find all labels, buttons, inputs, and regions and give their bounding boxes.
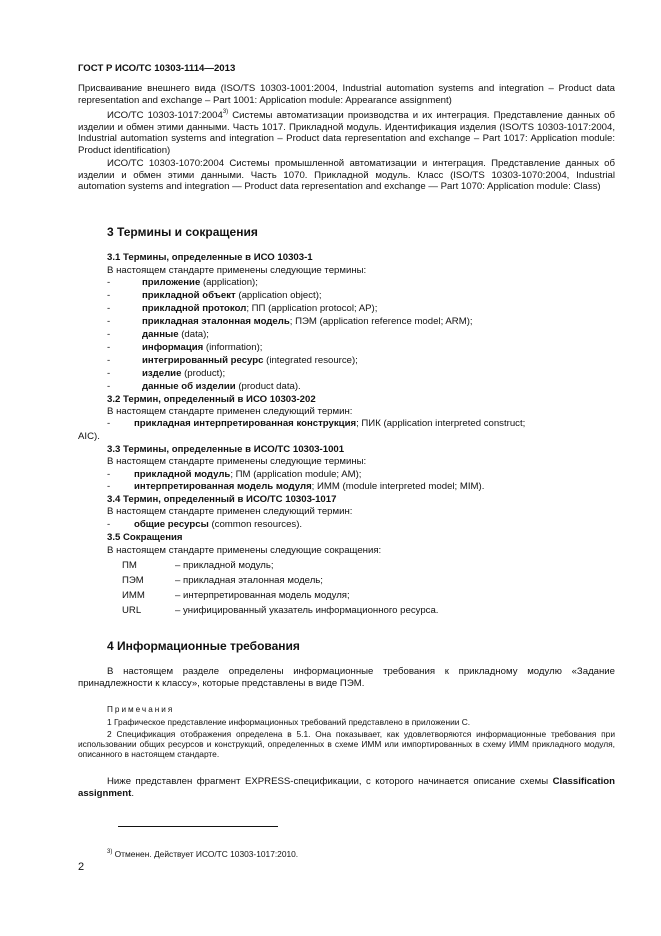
section-4-title: 4 Информационные требования — [107, 639, 300, 653]
term-desc: (application object); — [235, 290, 322, 301]
term-item — [142, 277, 258, 288]
list-dash: - — [107, 481, 111, 492]
page-number: 2 — [78, 861, 85, 873]
subsection-3-3-title: 3.3 Термины, определенные в ИСО/ТС 10303-1001 — [107, 444, 345, 455]
subsection-3-4-title: 3.4 Термин, определенный в ИСО/ТС 10303-1017 — [107, 494, 337, 505]
term-desc: ; ПМ (application module; AM); — [230, 469, 362, 480]
term-desc: ; ПЭМ (application reference model; ARM); — [289, 316, 473, 327]
list-dash: - — [107, 342, 111, 353]
list-dash: - — [107, 519, 111, 530]
schema-name: Classification assignment — [78, 776, 615, 799]
term-desc: (product); — [181, 368, 226, 379]
abbreviation-meaning: – прикладная эталонная модель; — [175, 575, 323, 586]
abbreviation-meaning: – интерпретированная модель модуля; — [175, 590, 350, 601]
reference-paragraph: Присваивание внешнего вида (ISO/TS 10303-1001:2004, Industrial automation systems and integration – Product data representation and exchange – Part 1001: Application module: Appearance assignment) — [78, 83, 615, 106]
list-dash: - — [107, 381, 111, 392]
section-3-title: 3 Термины и сокращения — [107, 225, 258, 239]
abbreviation: ПЭМ — [122, 575, 144, 586]
term-bold: прикладной модуль — [134, 469, 231, 480]
term-bold: данные об изделии — [142, 381, 236, 392]
term-item — [142, 316, 473, 327]
term-item — [134, 481, 484, 492]
term-bold: интегрированный ресурс — [142, 355, 264, 366]
subsection-lead: В настоящем стандарте применены следующие термины: — [107, 456, 367, 467]
list-dash: - — [107, 418, 111, 429]
term-item — [142, 381, 301, 392]
abbreviation: URL — [122, 605, 142, 616]
notes-title: Примечания — [107, 705, 175, 714]
term-bold: изделие — [142, 368, 182, 379]
section-4-paragraph — [78, 776, 615, 799]
list-dash: - — [107, 290, 111, 301]
subsection-lead: В настоящем стандарте применен следующий термин: — [107, 506, 353, 517]
term-item — [142, 290, 322, 301]
abbreviation: ИММ — [122, 590, 145, 601]
paragraph-text: Ниже представлен фрагмент EXPRESS-спецификации, с которого начинается описание схемы — [107, 776, 553, 787]
subsection-3-1-title: 3.1 Термины, определенные в ИСО 10303-1 — [107, 252, 313, 263]
term-continuation: AIC). — [78, 431, 100, 442]
note-1: 1 Графическое представление информационных требований представлено в приложении С. — [107, 717, 471, 727]
term-bold: интерпретированная модель модуля — [134, 481, 312, 492]
term-item — [134, 418, 615, 430]
footnote-marker: 3) — [222, 109, 229, 115]
footnote-text: Отменен. Действует ИСО/ТС 10303-1017:2010. — [112, 849, 299, 859]
abbreviation-meaning: – унифицированный указатель информационного ресурса. — [175, 605, 439, 616]
footnote-separator — [118, 826, 278, 827]
footnote — [107, 849, 298, 859]
term-bold: данные — [142, 329, 179, 340]
term-desc: (application); — [200, 277, 258, 288]
term-desc: ; ПП (application protocol; AP); — [246, 303, 378, 314]
term-desc: (product data). — [235, 381, 301, 392]
list-dash: - — [107, 368, 111, 379]
term-desc: (common resources). — [208, 519, 303, 530]
term-bold: прикладной протокол — [142, 303, 247, 314]
abbreviation: ПМ — [122, 560, 137, 571]
term-desc: ; ПИК (application interpreted construct; — [356, 418, 526, 429]
list-dash: - — [107, 355, 111, 366]
subsection-lead: В настоящем стандарте применены следующие сокращения: — [107, 545, 382, 556]
list-dash: - — [107, 329, 111, 340]
term-item — [142, 342, 262, 353]
list-dash: - — [107, 277, 111, 288]
term-desc: (integrated resource); — [263, 355, 358, 366]
term-bold: прикладная эталонная модель — [142, 316, 290, 327]
subsection-3-2-title: 3.2 Термин, определенный в ИСО 10303-202 — [107, 394, 316, 405]
term-desc: ; ИММ (module interpreted model; MIM). — [311, 481, 485, 492]
list-dash: - — [107, 469, 111, 480]
term-bold: прикладной объект — [142, 290, 236, 301]
term-bold: прикладная интерпретированная конструкция — [134, 418, 357, 429]
term-item — [142, 303, 377, 314]
term-bold: приложение — [142, 277, 201, 288]
reference-code: ИСО/ТС 10303-1017:2004 — [107, 110, 223, 121]
paragraph-end: . — [131, 787, 134, 799]
term-desc: (information); — [203, 342, 263, 353]
subsection-lead: В настоящем стандарте применен следующий термин: — [107, 406, 353, 417]
footnote-marker: 3) — [107, 849, 113, 855]
subsection-3-5-title: 3.5 Сокращения — [107, 532, 183, 543]
reference-paragraph — [78, 107, 615, 156]
reference-paragraph: ИСО/ТС 10303-1070:2004 Системы промышленной автоматизации и интеграция. Представление данных об изделии и обмен этими данными. Часть 1070. Прикладной модуль. Класс (ISO/TS 10303-1070:2004, Industrial automation systems and integration — Product data representation and exchange — Part 1070: Application module: Class) — [78, 158, 615, 192]
term-item — [134, 469, 361, 480]
term-item — [142, 355, 358, 366]
section-4-paragraph: В настоящем разделе определены информационные требования к прикладному модулю «Задание принадлежности к классу», которые представлены в виде ПЭМ. — [78, 666, 615, 689]
term-item — [134, 519, 302, 530]
term-bold: общие ресурсы — [134, 519, 209, 530]
list-dash: - — [107, 303, 111, 314]
list-dash: - — [107, 316, 111, 327]
term-desc: (data); — [178, 329, 209, 340]
term-item — [142, 368, 225, 379]
note-2: 2 Спецификация отображения определена в 5.1. Она показывает, как удовлетворяются информационные требования при использовании общих ресурсов и конструкций, определенных в схеме ИММ или импортированных в схему ИММ прикладного модуля, описанного в настоящем стандарте. — [78, 729, 615, 759]
abbreviation-meaning: – прикладной модуль; — [175, 560, 274, 571]
term-item — [142, 329, 209, 340]
term-bold: информация — [142, 342, 204, 353]
document-header: ГОСТ Р ИСО/ТС 10303-1114—2013 — [78, 63, 236, 74]
reference-text: Системы автоматизации производства и их интеграция. Представление данных об изделии и обмен этими данными. Часть 1017. Прикладной модуль. Идентификация изделия (ISO/TS 10303-1017:2004, Industrial automation systems and integration – Product data representation and exchange – Part 1017: Application module: Product identification) — [78, 110, 615, 156]
subsection-lead: В настоящем стандарте применены следующие термины: — [107, 265, 367, 276]
